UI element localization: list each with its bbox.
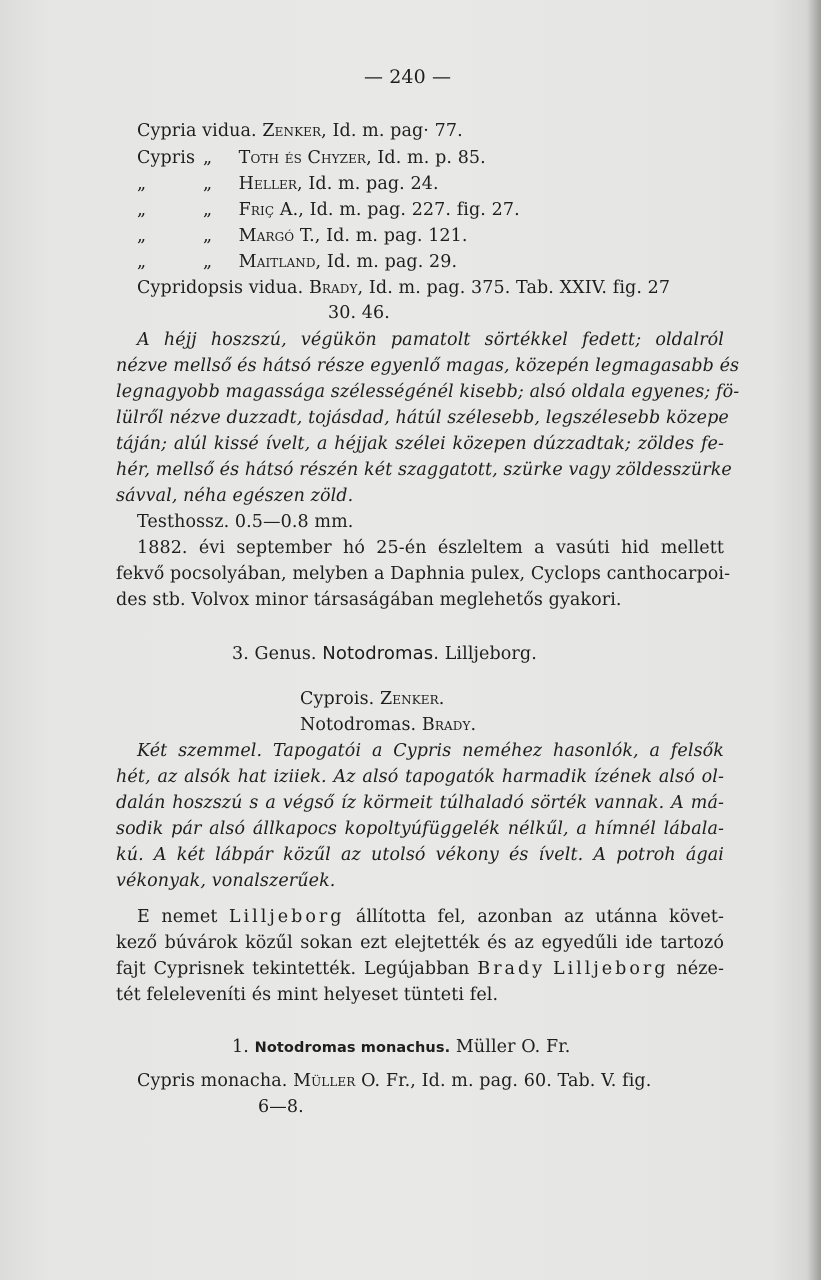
- synonym-species: Cypria vidua.: [137, 121, 257, 141]
- history-text: néze-: [676, 959, 724, 979]
- synonym-ditto: „: [203, 226, 213, 246]
- genus-synonym-author: Zenker.: [380, 689, 445, 709]
- synonym-author: Toth és Chyzer,: [238, 148, 372, 168]
- author-name: Lilljeborg: [552, 959, 669, 979]
- genus-synonym: [300, 688, 444, 710]
- genus-description-line: Két szemmel. Tapogatói a Cypris neméhez hasonlók, a felsők: [137, 741, 724, 761]
- synonym-line: [137, 277, 670, 299]
- observation-line: 1882. évi september hó 25-én észleltem a vasúti hid mellett: [137, 538, 724, 558]
- synonym-species: „: [137, 200, 147, 220]
- page-edge-shadow: [807, 0, 821, 1280]
- description-line: legnagyobb magassága szélességénél kisebb; alsó oldala egyenes; fö-: [116, 382, 740, 402]
- genus-description-line: kú. A két lábpár közűl az utolsó vékony és ívelt. A potroh ágai: [116, 845, 724, 865]
- synonym-line: [137, 173, 439, 195]
- synonym-ditto: „: [203, 148, 213, 168]
- species-number: 1.: [232, 1037, 249, 1057]
- synonym-species: „: [137, 226, 147, 246]
- synonym-ditto: „: [203, 174, 213, 194]
- synonym-ref: Id. m. pag. 121.: [326, 226, 468, 246]
- body-length: Testhossz. 0.5—0.8 mm.: [137, 512, 354, 532]
- genus-description-line: vékonyak, vonalszerűek.: [116, 871, 336, 891]
- observation-line: des stb. Volvox minor társaságában meglehetős gyakori.: [116, 590, 622, 610]
- page-number: — 240 —: [364, 66, 452, 88]
- genus-prefix: 3. Genus.: [232, 644, 317, 664]
- genus-name: Notodromas.: [322, 643, 440, 664]
- genus-synonym: [300, 714, 476, 736]
- synonym-author: Margó T.,: [238, 226, 321, 246]
- synonym-author: Brady,: [308, 278, 364, 298]
- description-line: sávval, néha egészen zöld.: [116, 486, 354, 506]
- species-author: Müller O. Fr.: [455, 1037, 571, 1057]
- synonym-ref-continuation: 30. 46.: [328, 303, 390, 323]
- history-line: kező búvárok közűl sokan ezt elejtették és az egyedűli ide tartozó: [116, 933, 724, 953]
- species-synonym-author: Müller: [293, 1071, 356, 1091]
- genus-synonym-name: Cyprois.: [300, 689, 375, 709]
- species-synonym-name: Cypris monacha.: [137, 1071, 288, 1091]
- history-line: [137, 906, 724, 928]
- genus-synonym-author: Brady.: [421, 715, 477, 735]
- synonym-author: Heller,: [238, 174, 303, 194]
- species-synonym-ref: O. Fr., Id. m. pag. 60. Tab. V. fig.: [361, 1071, 652, 1091]
- synonym-ref: Id. m. pag. 29.: [326, 252, 458, 272]
- description-line: nézve mellső és hátsó része egyenlő magas, közepén legmagasabb és: [116, 356, 740, 376]
- genus-heading: [232, 643, 537, 665]
- history-text: állította fel, azonban az utánna követ-: [355, 907, 724, 927]
- history-text: E nemet: [137, 907, 218, 927]
- synonym-ref: Id. m. pag. 227. fig. 27.: [309, 200, 520, 220]
- genus-description-line: hét, az alsók hat iziiek. Az alsó tapogatók harmadik ízének alsó ol-: [116, 767, 724, 787]
- history-text: fajt Cyprisnek tekintették. Legújabban: [116, 959, 470, 979]
- synonym-author: Friç A.,: [238, 200, 304, 220]
- synonym-line: [137, 199, 520, 221]
- synonym-ditto: „: [203, 200, 213, 220]
- species-heading: [232, 1036, 570, 1059]
- synonym-author: Zenker,: [262, 121, 327, 141]
- species-synonym-continuation: 6—8.: [258, 1097, 304, 1117]
- genus-description-line: dalán hoszszú s a végső íz körmeit túlhaladó sörték vannak. A má-: [116, 793, 724, 813]
- observation-line: fekvő pocsolyában, melyben a Daphnia pulex, Cyclops canthocarpoi-: [116, 564, 731, 584]
- genus-synonym-name: Notodromas.: [300, 715, 417, 735]
- synonym-species: Cypris: [137, 148, 196, 168]
- synonym-ref: Id. m. pag. 375. Tab. XXIV. fig. 27: [368, 278, 671, 298]
- synonym-line: [137, 225, 468, 247]
- author-name: Lilljeborg: [228, 907, 345, 927]
- synonym-species: „: [137, 174, 147, 194]
- description-line: táján; alúl kissé ívelt, a héjjak szélei közepen dúzzadtak; zöldes fe-: [116, 434, 724, 454]
- species-name: Notodromas monachus.: [254, 1040, 451, 1056]
- history-line: [116, 958, 724, 980]
- synonym-line: [137, 251, 457, 273]
- synonym-author: Maitland,: [238, 252, 322, 272]
- author-name: Brady: [477, 959, 546, 979]
- synonym-line: [137, 120, 463, 142]
- genus-description-line: sodik pár alsó állkapocs kopoltyúfüggelék nélkűl, a hímnél lábala-: [116, 819, 724, 839]
- description-line: lülről nézve duzzadt, tojásdad, hátúl szélesebb, legszélesebb közepe: [116, 408, 729, 428]
- synonym-ditto: „: [203, 252, 213, 272]
- synonym-line: [137, 147, 486, 169]
- synonym-ref: Id. m. pag· 77.: [332, 121, 463, 141]
- genus-author: Lilljeborg.: [444, 644, 537, 664]
- species-synonym: [137, 1070, 651, 1092]
- description-line: hér, mellső és hátsó részén két szaggatott, szürke vagy zöldesszürke: [116, 460, 732, 480]
- history-line: tét feleleveníti és mint helyeset tünteti fel.: [116, 985, 499, 1005]
- synonym-species: „: [137, 252, 147, 272]
- description-line: A héjj hoszszú, végükön pamatolt sörtékkel fedett; oldalról: [137, 330, 724, 350]
- synonym-ref: Id. m. pag. 24.: [308, 174, 439, 194]
- synonym-ref: Id. m. p. 85.: [377, 148, 486, 168]
- synonym-species: Cypridopsis vidua.: [137, 278, 304, 298]
